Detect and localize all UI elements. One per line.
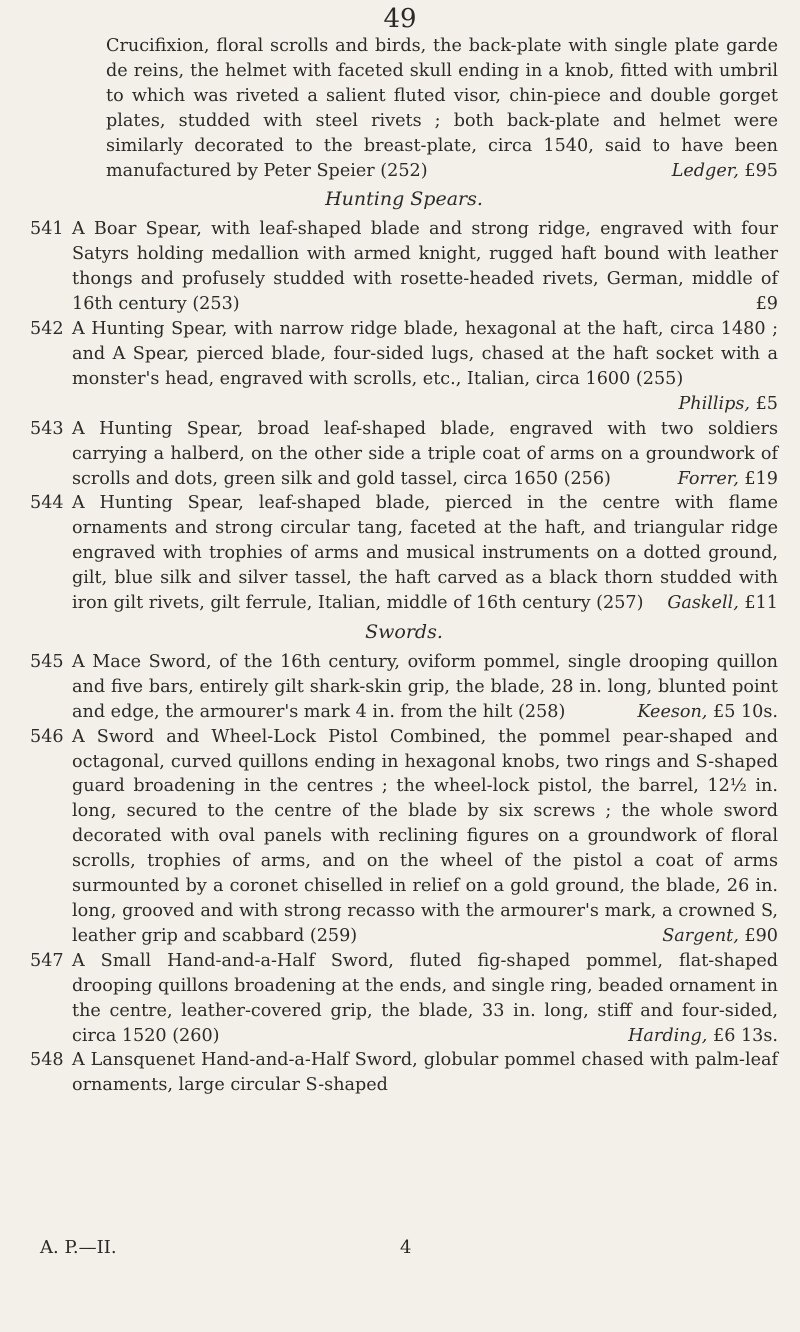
lot-price: £5 10s.	[713, 701, 778, 722]
lot-number: 548	[30, 1050, 64, 1071]
lot-attribution: Forrer,	[677, 468, 739, 489]
lot-number: 544	[30, 493, 64, 514]
lot-price: £11	[744, 593, 778, 614]
lot-attribution: Sargent,	[662, 925, 739, 946]
lot-entry	[30, 949, 778, 1049]
intro-paragraph	[106, 34, 778, 183]
lot-description: A Small Hand-and-a-Half Sword, fluted fig-shaped pommel, flat-shaped drooping quillons broadening at the ends, and single ring, beaded ornament in the centre, leather-covered grip, the blade, 33 in. long, stiff and four-sided, circa 1520 (260)	[72, 950, 778, 1046]
lot-description: A Hunting Spear, leaf-shaped blade, pierced in the centre with flame ornaments and strong circular tang, faceted at the haft, and triangular ridge engraved with trophies of arms and musical instruments on a dotted ground, gilt, blue silk and silver tassel, the haft carved as a black thorn studded with iron gilt rivets, gilt ferrule, Italian, middle of 16th century (257)	[72, 493, 778, 614]
intro-text: Crucifixion, floral scrolls and birds, the back-plate with single plate garde de reins, the helmet with faceted skull ending in a knob, fitted with umbril to which was riveted a salient fluted visor, chin-piece and double gorget plates, studded with steel rivets ; both back-plate and helmet were similarly decorated to the breast-plate, circa 1540, said to have been manufactured by Peter Speier (252)	[106, 36, 778, 181]
lot-attribution: Keeson,	[637, 701, 708, 722]
lot-price: £6 13s.	[713, 1025, 778, 1046]
intro-attribution: Ledger,	[671, 160, 739, 181]
lot-number: 547	[30, 950, 64, 971]
section-heading-hunting-spears: Hunting Spears.	[325, 188, 483, 211]
signature-mark: A. P.—II.	[40, 1237, 117, 1258]
lot-number: 546	[30, 726, 64, 747]
lot-description: A Hunting Spear, broad leaf-shaped blade, engraved with two soldiers carrying a halberd, on the other side a triple coat of arms on a groundwork of scrolls and dots, green silk and gold tassel, circa 1650 (256)	[72, 418, 778, 489]
intro-price: £95	[744, 160, 778, 181]
lot-attribution: Harding,	[628, 1025, 708, 1046]
lot-price: £5	[755, 393, 778, 414]
lot-attribution: Gaskell,	[667, 593, 739, 614]
lot-entry	[30, 650, 778, 725]
lot-entry	[30, 491, 778, 616]
section-heading-swords: Swords.	[365, 620, 443, 643]
lot-number: 542	[30, 319, 64, 340]
lot-entry	[30, 217, 778, 317]
lot-number: 545	[30, 651, 64, 672]
lot-entry	[30, 1048, 778, 1098]
lot-description: A Sword and Wheel-Lock Pistol Combined, the pommel pear-shaped and octagonal, curved quillons ending in hexagonal knobs, two rings and S-shaped guard broadening in the centres ; the wheel-lock pistol, the barrel, 12½ in. long, secured to the centre of the blade by six screws ; the whole sword decorated with oval panels with reclining figures on a groundwork of floral scrolls, trophies of arms, and on the wheel of the pistol a coat of arms surmounted by a coronet chiselled in relief on a gold ground, the blade, 26 in. long, grooved and with strong recasso with the armourer's mark, a crowned S, leather grip and scabbard (259)	[72, 726, 778, 946]
lot-attribution: Phillips,	[678, 393, 751, 414]
lot-entry	[30, 725, 778, 949]
lot-price: £9	[755, 294, 778, 315]
lot-description: A Hunting Spear, with narrow ridge blade, hexagonal at the haft, circa 1480 ; and A Spear, pierced blade, four-sided lugs, chased at the haft socket with a monster's head, engraved with scrolls, etc., Italian, circa 1600 (255)	[72, 319, 778, 389]
page-footer	[40, 1237, 740, 1258]
lot-entry	[30, 317, 778, 417]
lot-description: A Boar Spear, with leaf-shaped blade and strong ridge, engraved with four Satyrs holding medallion with armed knight, rugged haft bound with leather thongs and profusely studded with rosette-headed rivets, German, middle of 16th century (253)	[72, 219, 778, 315]
lot-entry	[30, 417, 778, 492]
lot-price: £19	[744, 468, 778, 489]
folio-number: 4	[400, 1237, 412, 1258]
lot-description: A Lansquenet Hand-and-a-Half Sword, globular pommel chased with palm-leaf ornaments, large circular S-shaped	[72, 1050, 778, 1096]
page-body	[30, 34, 778, 1098]
lot-number: 541	[30, 219, 64, 240]
page-number: 49	[383, 4, 417, 34]
lot-price: £90	[744, 925, 778, 946]
lot-description: A Mace Sword, of the 16th century, oviform pommel, single drooping quillon and five bars, entirely gilt shark-skin grip, the blade, 28 in. long, blunted point and edge, the armourer's mark 4 in. from the hilt (258)	[72, 651, 778, 722]
lot-number: 543	[30, 418, 64, 439]
